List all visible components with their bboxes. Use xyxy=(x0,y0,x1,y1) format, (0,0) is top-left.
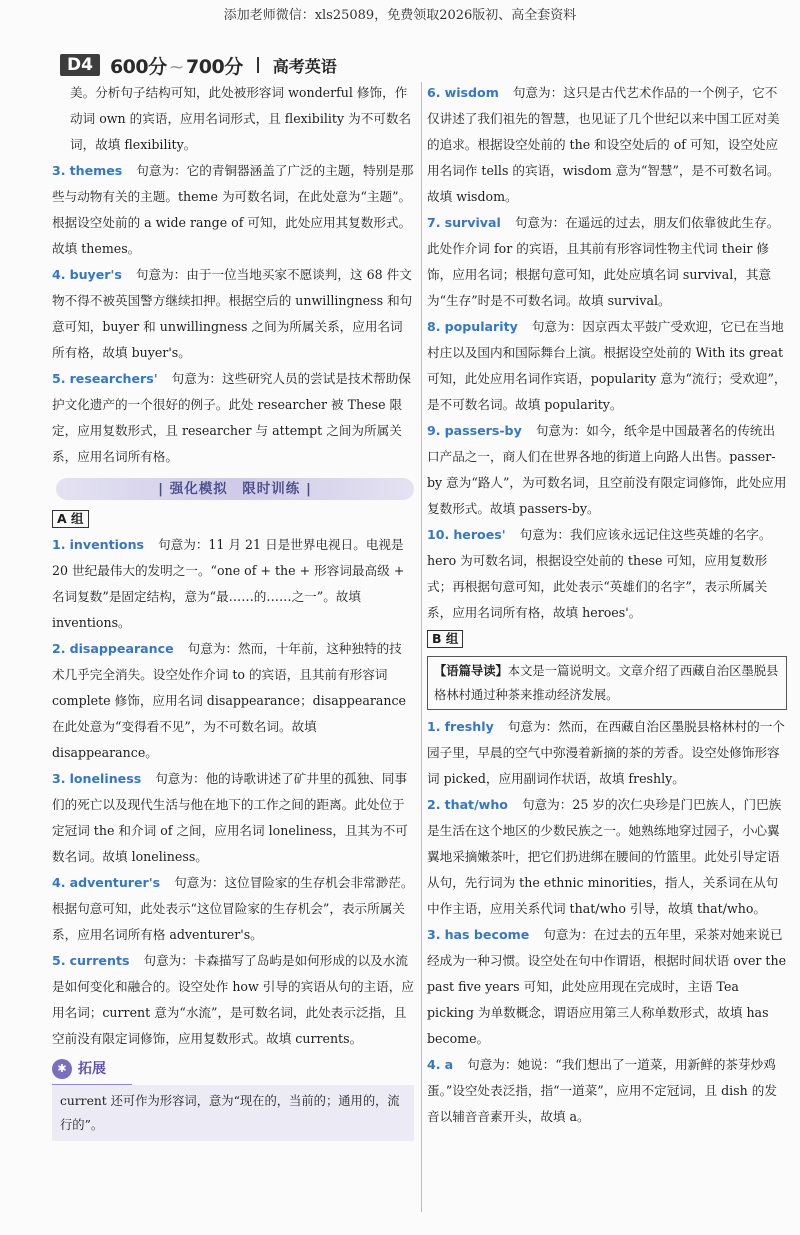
section-banner: | 强化模拟 限时训练 | xyxy=(56,478,414,500)
answer-entry: 2. that/who 句意为：25 岁的次仁央珍是门巴族人，门巴族是生活在这个地区的少数民族之一。她熟练地穿过园子，小心翼翼地采摘嫩茶叶，把它们扔进绑在腰间的竹篮里。此处引导定语从句，先行词为 the ethnic minorities，指人，关系词在从句中作主语，应用关系代词 that/who 引导，故填 that/who。 xyxy=(427,797,782,916)
answer-entry: 8. popularity 句意为：因京西太平鼓广受欢迎，它已在当地村庄以及国内和国际舞台上演。根据设空处前的 With its great 可知，此处应用名词作宾语，popularity 意为“流行；受欢迎”，是不可数名词。故填 popularity。 xyxy=(427,319,787,412)
right-column xyxy=(427,80,787,1130)
extend-note: current 还可作为形容词，意为“现在的，当前的；通用的，流行的”。 xyxy=(52,1085,414,1141)
answer-entry: 4. adventurer's 句意为：这位冒险家的生存机会非常渺茫。根据句意可知，此处表示“这位冒险家的生存机会”，表示所属关系，应用名词所有格 adventurer's。 xyxy=(52,875,414,942)
answer-entry: 3. loneliness 句意为：他的诗歌讲述了矿井里的孤独、同事们的死亡以及现代生活与他在地下的工作之间的距离。此处位于定冠词 the 和介词 of 之间，应用名词 loneliness，且其为不可数名词。故填 loneliness。 xyxy=(52,771,408,864)
entries-group-a-continued xyxy=(427,80,787,626)
answer-entry: 2. disappearance 句意为：然而，十年前，这种独特的技术几乎完全消失。设空处作介词 to 的宾语，且其前有形容词 complete 修饰，应用名词 disappearance；disappearance 在此处意为“变得看不见”，为不可数名词。故填 disappearance。 xyxy=(52,641,406,760)
intro-text: 本文是一篇说明文。文章介绍了西藏自治区墨脱县格林村通过种茶来推动经济发展。 xyxy=(434,664,779,702)
answer-entry: 7. survival 句意为：在遥远的过去，朋友们依靠彼此生存。此处作介词 for 的宾语，且其前有形容词性物主代词 their 修饰，应用名词；根据句意可知，此处应填名词 survival，其意为“生存”时是不可数名词。故填 survival。 xyxy=(427,215,780,308)
answer-entry: 3. has become 句意为：在过去的五年里，采茶对她来说已经成为一种习惯。设空处在句中作谓语，根据时间状语 over the past five years 可知，此处应用现在完成时，主语 Tea picking 为单数概念，谓语应用第三人称单数形式，故填 has become。 xyxy=(427,927,787,1046)
group-b-tag: B 组 xyxy=(427,630,463,648)
answer-entry: 1. freshly 句意为：然而，在西藏自治区墨脱县格林村的一个园子里，早晨的空气中弥漫着新摘的茶的芳香。设空处修饰形容词 picked，应用副词作状语，故填 freshly。 xyxy=(427,719,785,786)
answer-entry: 5. researchers' 句意为：这些研究人员的尝试是技术帮助保护文化遗产的一个很好的例子。此处 researcher 被 These 限定，应用复数形式，且 researcher 与 attempt 之间为所属关系，应用名词所有格。 xyxy=(52,371,411,464)
entries-top xyxy=(52,158,414,470)
entries-group-a xyxy=(52,532,414,1052)
answer-entry: 1. inventions 句意为：11 月 21 日是世界电视日。电视是 20 世纪最伟大的发明之一。“one of + the + 形容词最高级 + 名词复数”是固定结构，意为“最……的……之一”。故填 inventions。 xyxy=(52,537,405,630)
extend-label: 拓展 xyxy=(78,1061,106,1077)
page-header xyxy=(60,52,337,78)
header-divider xyxy=(257,57,259,73)
top-watermark: 添加老师微信：xls25089，免费领取2026版初、高全套资料 xyxy=(223,8,577,23)
answer-entry: 4. buyer's 句意为：由于一位当地买家不愿谈判，这 68 件文物不得不被英国警方继续扣押。根据空后的 unwillingness 和句意可知，buyer 和 unwillingness 之间为所属关系，应用名词所有格，故填 buyer's。 xyxy=(52,267,413,360)
brand-logo xyxy=(110,52,243,79)
brand-b: 700分 xyxy=(186,55,243,78)
column-divider xyxy=(421,82,422,1212)
continued-text: 美。分析句子结构可知，此处被形容词 wonderful 修饰，作动词 own 的宾语，应用名词形式，且 flexibility 为不可数名词，故填 flexibility。 xyxy=(70,85,412,152)
intro-label: 【语篇导读】 xyxy=(434,664,508,678)
page-tag: D4 xyxy=(60,54,100,76)
extend-header xyxy=(52,1056,132,1085)
answer-entry: 4. a 句意为：她说：“我们想出了一道菜，用新鲜的茶芽炒鸡蛋。”设空处表泛指，指“一道菜”，应用不定冠词，且 dish 的发音以辅音音素开头，故填 a。 xyxy=(427,1057,777,1124)
subject-title: 高考英语 xyxy=(272,56,337,76)
answer-entry: 5. currents 句意为：卡森描写了岛屿是如何形成的以及水流是如何变化和融合的。设空处作 how 引导的宾语从句的主语，应用名词；current 意为“水流”，是可数名词，此处表示泛指，且空前没有限定词修饰，应用复数形式。故填 currents。 xyxy=(52,953,414,1046)
brand-a: 600分 xyxy=(109,55,167,78)
brand-sep: ~ xyxy=(168,55,185,78)
answer-entry: 9. passers-by 句意为：如今，纸伞是中国最著名的传统出口产品之一，商人们在世界各地的街道上向路人出售。passer-by 意为“路人”，为可数名词，且空前没有限定词修饰，此处应用复数形式。故填 passers-by。 xyxy=(427,423,787,516)
extend-icon: ✱ xyxy=(52,1059,72,1079)
entries-group-b xyxy=(427,714,787,1130)
group-a-tag: A 组 xyxy=(52,510,89,528)
passage-intro xyxy=(427,656,787,710)
answer-entry: 6. wisdom 句意为：这只是古代艺术作品的一个例子，它不仅讲述了我们祖先的智慧，也见证了几个世纪以来中国工匠对美的追求。根据设空处前的 the 和设空处后的 of 可知，设空处应用名词作 tells 的宾语，wisdom 意为“智慧”，是不可数名词。故填 wisdom。 xyxy=(427,85,780,204)
left-column xyxy=(52,80,414,1141)
answer-entry: 10. heroes' 句意为：我们应该永远记住这些英雄的名字。hero 为可数名词，根据设空处前的 these 可知，应用复数形式；再根据句意可知，此处表示“英雄们的名字”，表示所属关系，应用名词所有格，故填 heroes'。 xyxy=(427,527,772,620)
answer-entry: 3. themes 句意为：它的青铜器涵盖了广泛的主题，特别是那些与动物有关的主题。theme 为可数名词，在此处意为“主题”。根据设空处前的 a wide range of 可知，此处应用其复数形式。故填 themes。 xyxy=(52,163,414,256)
